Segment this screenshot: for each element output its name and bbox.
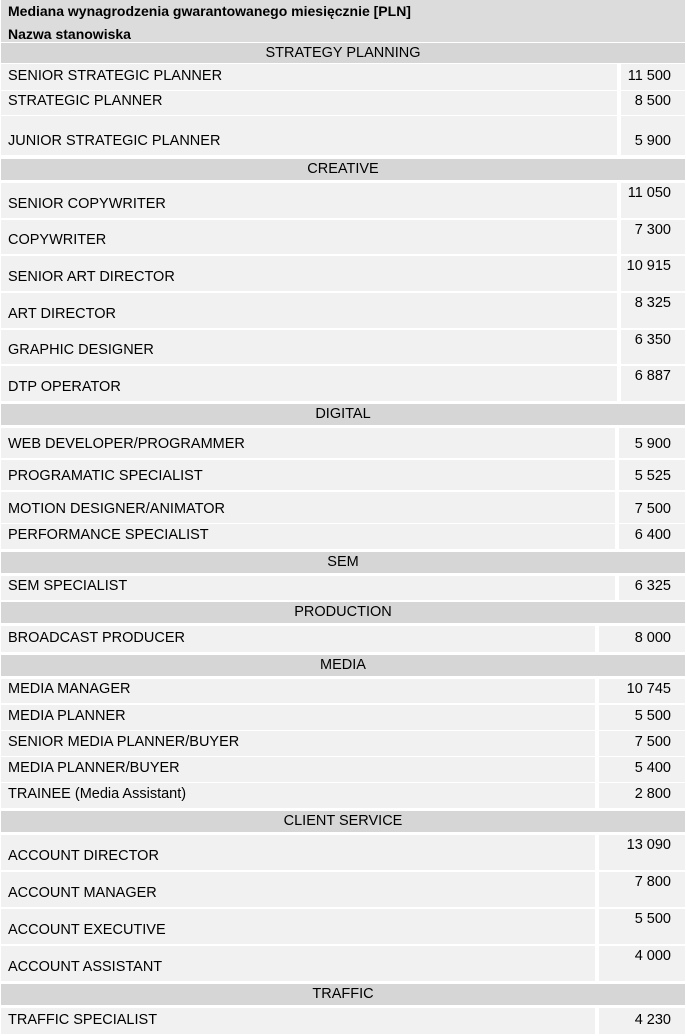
table-row — [1, 366, 685, 401]
median-value: 5 900 — [634, 133, 671, 149]
median-cell — [599, 783, 685, 808]
median-cell — [621, 64, 685, 90]
position-cell — [1, 64, 617, 90]
section-title: TRAFFIC — [312, 986, 374, 1002]
table-row — [1, 731, 685, 756]
section-title: CLIENT SERVICE — [283, 813, 403, 829]
position-name: SENIOR STRATEGIC PLANNER — [8, 68, 223, 84]
median-value: 5 900 — [634, 436, 671, 452]
section-title: CREATIVE — [307, 161, 379, 177]
position-name: PROGRAMATIC SPECIALIST — [8, 468, 203, 484]
position-name: SENIOR ART DIRECTOR — [8, 269, 175, 285]
median-cell — [621, 183, 685, 218]
position-name: SENIOR COPYWRITER — [8, 196, 166, 212]
median-cell — [621, 256, 685, 291]
table-row — [1, 293, 685, 328]
median-cell — [599, 909, 685, 944]
median-cell — [599, 705, 685, 730]
median-value: 7 500 — [634, 734, 671, 750]
position-cell — [1, 220, 617, 254]
median-value: 7 300 — [634, 222, 671, 238]
section-header-client-service — [1, 811, 685, 832]
position-cell — [1, 256, 617, 291]
median-cell — [599, 872, 685, 907]
position-name: SEM SPECIALIST — [8, 578, 128, 594]
table-row — [1, 524, 685, 549]
section-title: DIGITAL — [315, 406, 371, 422]
median-value: 5 500 — [634, 911, 671, 927]
median-cell — [619, 576, 685, 600]
section-title: PRODUCTION — [294, 604, 392, 620]
median-value: 8 325 — [634, 295, 671, 311]
table-row — [1, 91, 685, 115]
position-cell — [1, 705, 595, 730]
median-cell — [621, 366, 685, 401]
median-value: 6 400 — [634, 527, 671, 543]
position-cell — [1, 116, 617, 155]
position-name: WEB DEVELOPER/PROGRAMMER — [8, 436, 245, 452]
position-cell — [1, 576, 615, 600]
median-cell — [621, 116, 685, 155]
table-row — [1, 460, 685, 490]
median-cell — [621, 91, 685, 115]
median-value: 6 325 — [634, 578, 671, 594]
median-cell — [619, 428, 685, 458]
table-row — [1, 576, 685, 600]
position-name: STRATEGIC PLANNER — [8, 93, 163, 109]
position-name: ACCOUNT DIRECTOR — [8, 848, 159, 864]
table-row — [1, 492, 685, 523]
position-cell — [1, 293, 617, 328]
position-cell — [1, 909, 595, 944]
median-value: 6 887 — [634, 368, 671, 384]
section-header-media — [1, 655, 685, 676]
position-cell — [1, 783, 595, 808]
median-cell — [599, 835, 685, 870]
position-cell — [1, 946, 595, 981]
position-cell — [1, 872, 595, 907]
median-value: 6 350 — [634, 332, 671, 348]
median-value: 13 090 — [626, 837, 671, 853]
position-cell — [1, 679, 595, 703]
position-name: GRAPHIC DESIGNER — [8, 342, 154, 358]
position-cell — [1, 91, 617, 115]
position-name: PERFORMANCE SPECIALIST — [8, 527, 209, 543]
section-header-sem — [1, 552, 685, 573]
median-cell — [599, 731, 685, 756]
section-header-creative — [1, 159, 685, 180]
position-cell — [1, 428, 615, 458]
position-name: ACCOUNT ASSISTANT — [8, 959, 163, 975]
median-value: 5 525 — [634, 468, 671, 484]
median-cell — [621, 220, 685, 254]
median-value: 7 800 — [634, 874, 671, 890]
table-row — [1, 705, 685, 730]
table-row — [1, 330, 685, 364]
position-name: COPYWRITER — [8, 232, 107, 248]
section-title: STRATEGY PLANNING — [265, 45, 421, 61]
median-cell — [599, 757, 685, 782]
median-value: 10 745 — [626, 681, 671, 697]
median-value: 7 500 — [634, 501, 671, 517]
median-value: 2 800 — [634, 786, 671, 802]
table-row — [1, 183, 685, 218]
section-title: SEM — [327, 554, 359, 570]
median-value: 8 500 — [634, 93, 671, 109]
table-row — [1, 428, 685, 458]
section-title: MEDIA — [320, 657, 366, 673]
median-value: 8 000 — [634, 630, 671, 646]
position-name: ACCOUNT MANAGER — [8, 885, 157, 901]
position-name: MEDIA PLANNER — [8, 708, 126, 724]
median-cell — [599, 1008, 685, 1034]
median-cell — [599, 679, 685, 703]
table-title — [1, 0, 685, 23]
section-header-strategy-planning — [1, 43, 685, 63]
position-cell — [1, 330, 617, 364]
median-cell — [621, 293, 685, 328]
median-cell — [599, 626, 685, 652]
section-header-traffic — [1, 984, 685, 1005]
table-title-text: Mediana wynagrodzenia gwarantowanego miesięcznie [PLN] — [8, 3, 411, 19]
position-cell — [1, 757, 595, 782]
table-row — [1, 256, 685, 291]
position-cell — [1, 366, 617, 401]
table-row — [1, 220, 685, 254]
median-value: 4 000 — [634, 948, 671, 964]
position-name: BROADCAST PRODUCER — [8, 630, 185, 646]
median-value: 4 230 — [634, 1012, 671, 1028]
median-cell — [599, 946, 685, 981]
table-row — [1, 783, 685, 808]
median-value: 11 500 — [627, 68, 671, 84]
table-row — [1, 626, 685, 652]
median-cell — [621, 330, 685, 364]
table-row — [1, 64, 685, 90]
table-row — [1, 1008, 685, 1034]
position-name: ART DIRECTOR — [8, 306, 116, 322]
column-header-label: Nazwa stanowiska — [8, 26, 131, 42]
position-cell — [1, 1008, 595, 1034]
column-header — [1, 23, 685, 42]
position-cell — [1, 524, 615, 549]
position-cell — [1, 460, 615, 490]
section-header-production — [1, 602, 685, 623]
median-value: 5 400 — [634, 760, 671, 776]
table-row — [1, 835, 685, 870]
median-cell — [619, 492, 685, 523]
position-name: TRAINEE (Media Assistant) — [8, 786, 187, 802]
table-row — [1, 116, 685, 155]
median-value: 11 050 — [627, 185, 671, 201]
position-name: MEDIA MANAGER — [8, 681, 131, 697]
position-cell — [1, 835, 595, 870]
position-cell — [1, 183, 617, 218]
position-name: SENIOR MEDIA PLANNER/BUYER — [8, 734, 240, 750]
position-name: TRAFFIC SPECIALIST — [8, 1012, 158, 1028]
position-name: ACCOUNT EXECUTIVE — [8, 922, 166, 938]
table-row — [1, 757, 685, 782]
table-row — [1, 909, 685, 944]
position-cell — [1, 492, 615, 523]
position-cell — [1, 731, 595, 756]
table-row — [1, 946, 685, 981]
position-cell — [1, 626, 595, 652]
table-row — [1, 679, 685, 703]
position-name: MEDIA PLANNER/BUYER — [8, 760, 180, 776]
position-name: JUNIOR STRATEGIC PLANNER — [8, 133, 221, 149]
median-cell — [619, 460, 685, 490]
table-row — [1, 872, 685, 907]
position-name: DTP OPERATOR — [8, 379, 121, 395]
median-value: 5 500 — [634, 708, 671, 724]
median-value: 10 915 — [626, 258, 671, 274]
median-cell — [619, 524, 685, 549]
position-name: MOTION DESIGNER/ANIMATOR — [8, 501, 225, 517]
section-header-digital — [1, 404, 685, 425]
